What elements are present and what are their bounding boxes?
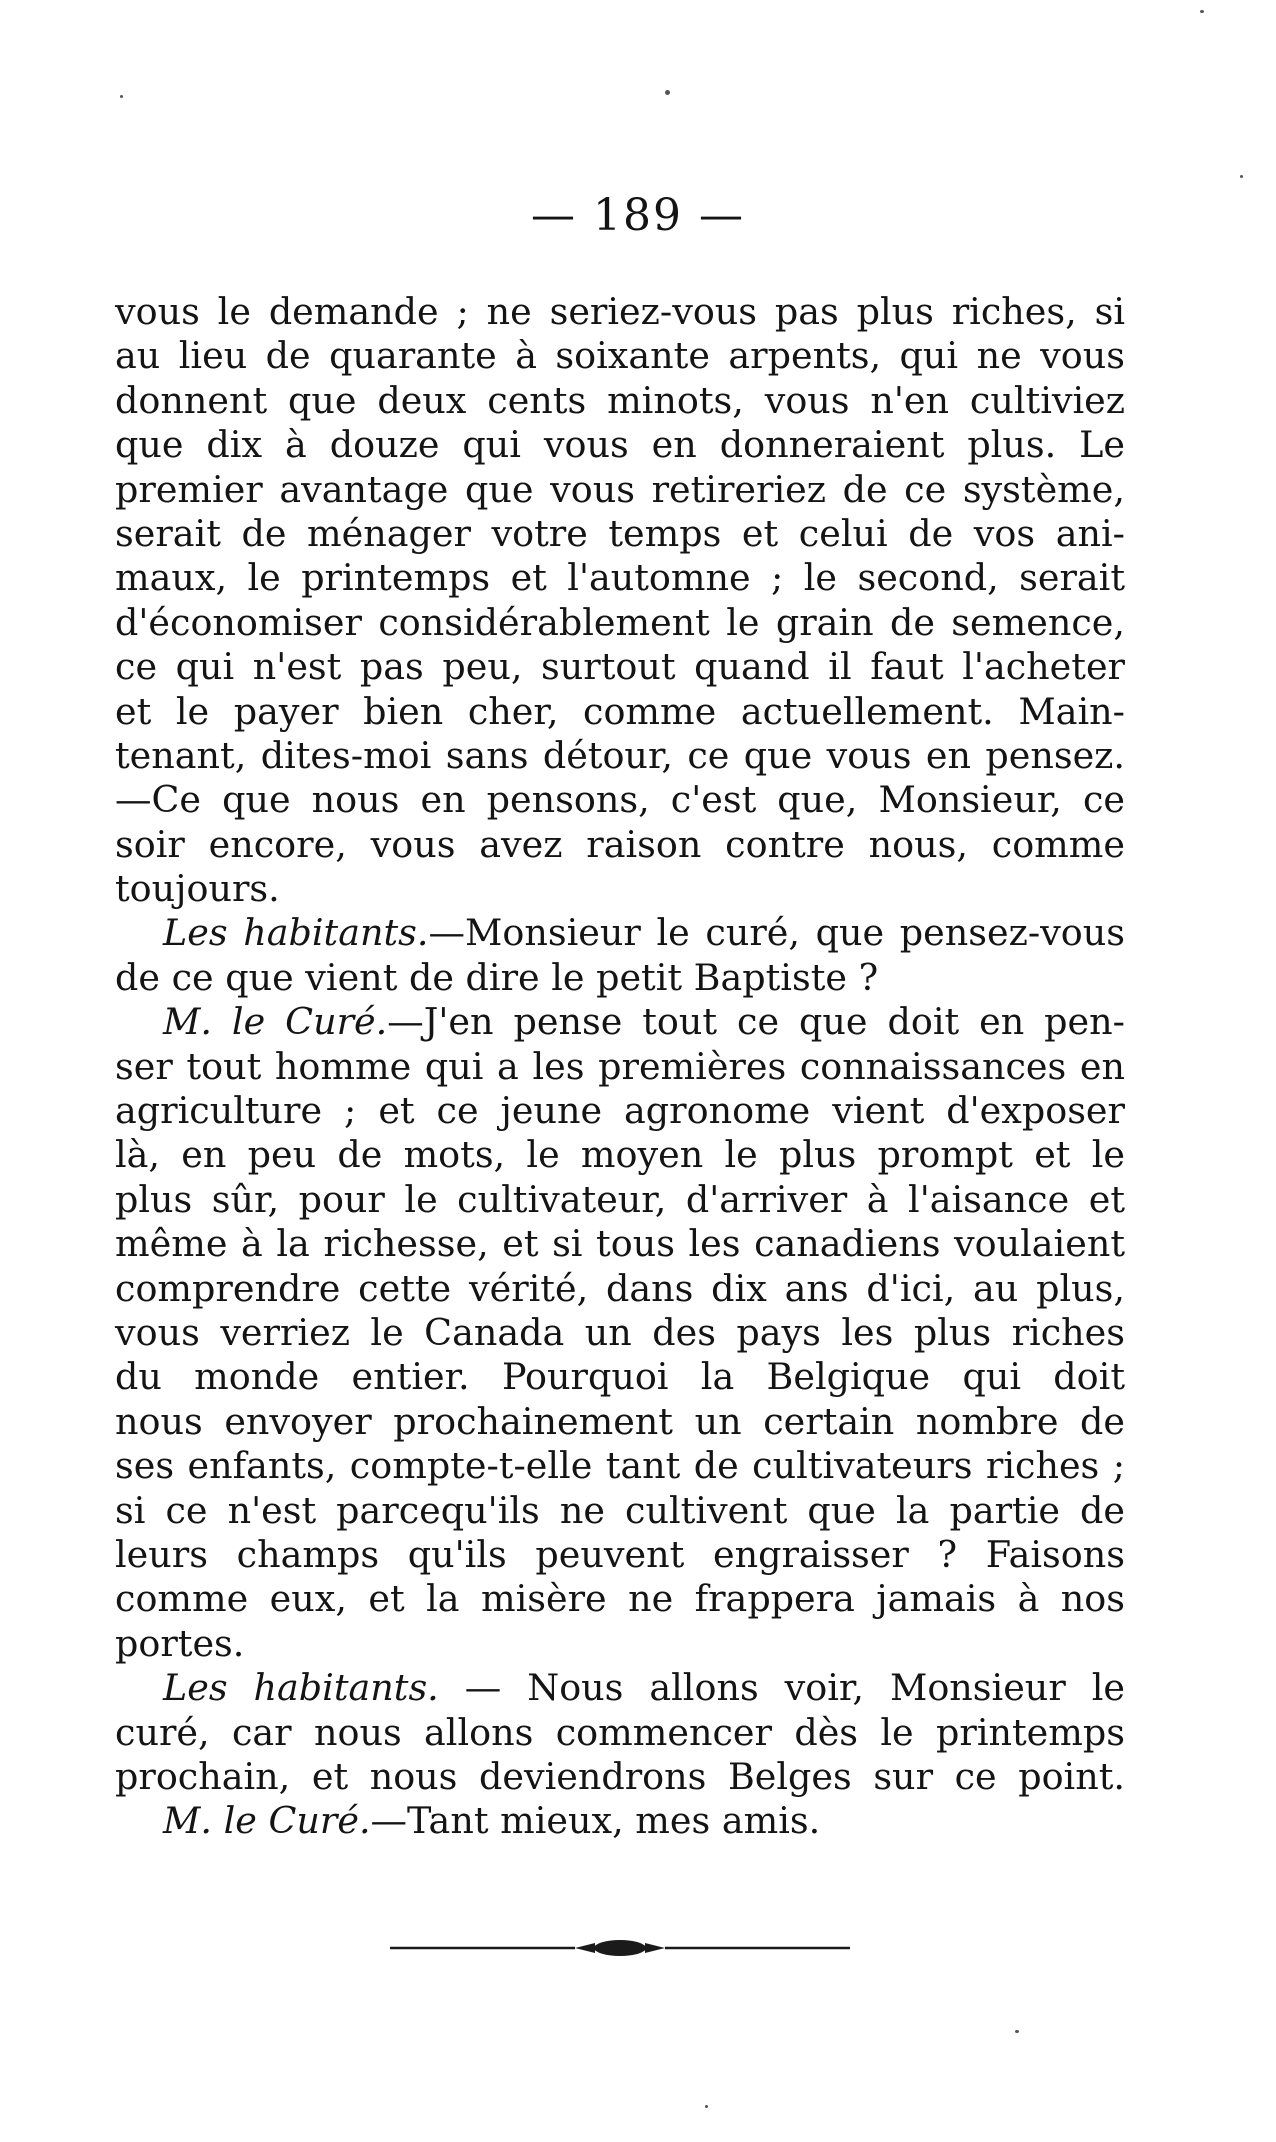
text-line: plus sûr, pour le cultivateur, d'arriver à l'aisance et [115, 1177, 1125, 1221]
scan-speck [1015, 2030, 1019, 2033]
speaker-name: Les habitants. [163, 911, 429, 955]
text-line: vous verriez le Canada un des pays les plus riches [115, 1310, 1125, 1354]
text-line: de ce que vient de dire le petit Baptiste ? [115, 955, 879, 999]
dialogue-first-line [115, 1799, 1125, 1843]
body-text [115, 290, 1125, 1844]
dialogue-first-line [115, 911, 1125, 955]
dialogue-text: — Nous allons voir, Monsieur le [464, 1666, 1126, 1710]
text-line: que dix à douze qui vous en donneraient plus. Le [115, 423, 1125, 467]
scan-speck [1240, 175, 1243, 178]
text-line: tenant, dites-moi sans détour, ce que vous en pensez. [115, 733, 1125, 777]
dialogue-text: —Monsieur le curé, que pensez-vous [428, 911, 1125, 955]
dialogue-paragraph [115, 1666, 1125, 1799]
text-line: portes. [115, 1621, 245, 1665]
dialogue-paragraph [115, 911, 1125, 1000]
text-line: maux, le printemps et l'automne ; le second, serait [115, 556, 1125, 600]
speaker-name: Les habitants. [163, 1666, 439, 1710]
text-line: comprendre cette vérité, dans dix ans d'ici, au plus, [115, 1266, 1125, 1310]
text-line: nous envoyer prochainement un certain nombre de [115, 1399, 1125, 1443]
text-line: prochain, et nous deviendrons Belges sur ce point. [115, 1754, 1125, 1798]
dialogue-text: —Tant mieux, mes amis. [370, 1799, 821, 1843]
dialogue-paragraph [115, 1000, 1125, 1666]
dialogue-first-line [115, 1666, 1125, 1710]
text-line: comme eux, et la misère ne frappera jamais à nos [115, 1577, 1125, 1621]
speaker-name: M. le Curé. [163, 1799, 371, 1843]
speaker-name: M. le Curé. [163, 1000, 388, 1044]
scan-speck [1200, 10, 1204, 13]
dialogue-paragraph [115, 1799, 1125, 1843]
text-line: agriculture ; et ce jeune agronome vient d'exposer [115, 1089, 1125, 1133]
text-line: curé, car nous allons commencer dès le printemps [115, 1710, 1125, 1754]
text-line: ser tout homme qui a les premières connaissances en [115, 1044, 1125, 1088]
text-line: là, en peu de mots, le moyen le plus prompt et le [115, 1133, 1125, 1177]
text-line: serait de ménager votre temps et celui de vos ani- [115, 511, 1125, 555]
dialogue-first-line [115, 1000, 1125, 1044]
scan-speck [665, 90, 670, 95]
text-line: d'économiser considérablement le grain de semence, [115, 600, 1125, 644]
text-line: leurs champs qu'ils peuvent engraisser ? Faisons [115, 1532, 1125, 1576]
text-line: si ce n'est parcequ'ils ne cultivent que la partie de [115, 1488, 1125, 1532]
text-line: au lieu de quarante à soixante arpents, qui ne vous [115, 334, 1125, 378]
text-line: soir encore, vous avez raison contre nous, comme [115, 822, 1125, 866]
text-line: ses enfants, compte-t-elle tant de cultivateurs riches ; [115, 1444, 1125, 1488]
dialogue-text: —J'en pense tout ce que doit en pen- [387, 1000, 1125, 1044]
text-line: donnent que deux cents minots, vous n'en cultiviez [115, 378, 1125, 422]
paragraph [115, 290, 1125, 911]
text-line: —Ce que nous en pensons, c'est que, Monsieur, ce [115, 778, 1125, 822]
ornament-divider-icon [390, 1938, 850, 1958]
text-line: même à la richesse, et si tous les canadiens voulaient [115, 1222, 1125, 1266]
text-line: ce qui n'est pas peu, surtout quand il faut l'acheter [115, 645, 1125, 689]
text-line: du monde entier. Pourquoi la Belgique qui doit [115, 1355, 1125, 1399]
text-line: toujours. [115, 867, 280, 911]
text-line: vous le demande ; ne seriez-vous pas plus riches, si [115, 290, 1125, 333]
scan-speck [705, 2105, 708, 2108]
page-number: — 189 — [531, 190, 745, 241]
text-line: premier avantage que vous retireriez de ce système, [115, 467, 1125, 511]
scan-speck [120, 95, 123, 98]
text-line: et le payer bien cher, comme actuellement. Main- [115, 689, 1125, 733]
